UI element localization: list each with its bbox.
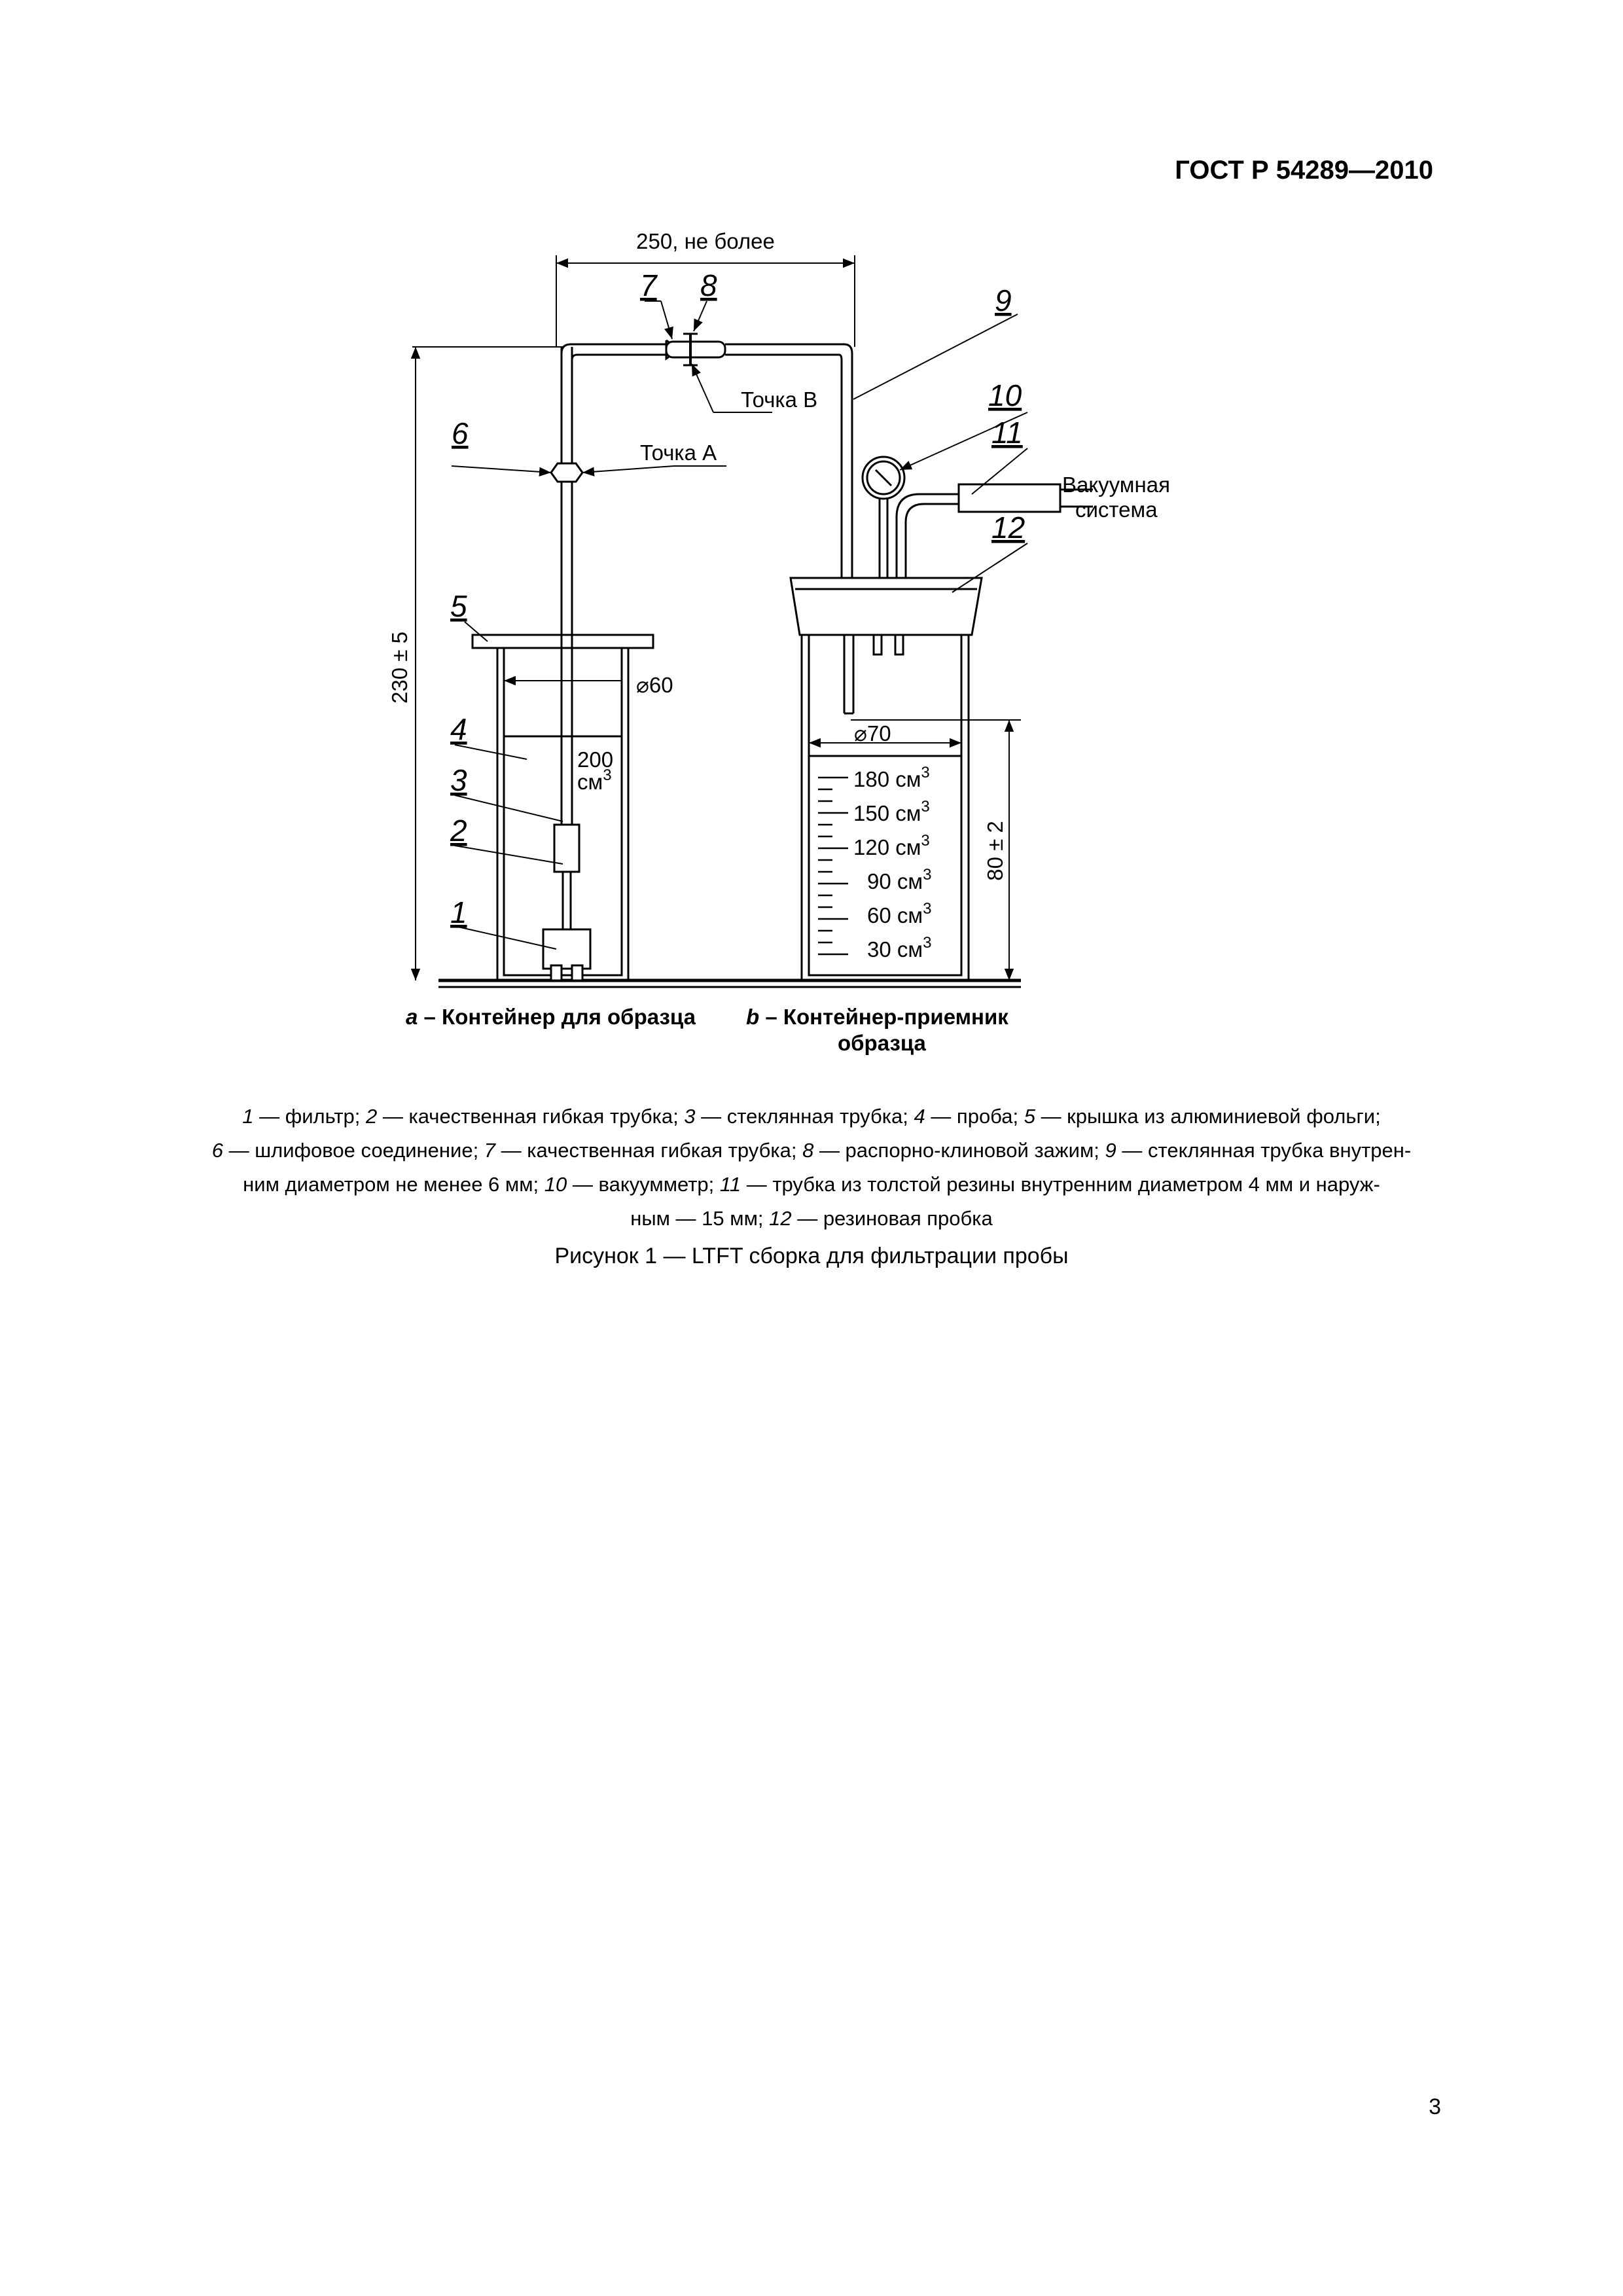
mark-60: 60 $см^3$ [867,900,932,927]
diameter-left: ⌀60 [636,673,673,697]
figure-legend [124,1100,1499,1236]
callout-8: 8 [700,268,717,302]
vacuum-label-2: система [1075,497,1158,522]
legend-line-2: 6 — шлифовое соединение; 7 — качественная гибкая трубка; 8 — распорно-клиновой зажим; 9 — стеклянная трубка внутрен- [211,1139,1412,1162]
mark-90: 90 $см^3$ [867,866,932,893]
legend-line-3: ним диаметром не менее 6 мм; 10 — вакуумметр; 11 — трубка из толстой резины внутренним диаметром 4 мм и наруж- [243,1173,1380,1196]
callout-4: 4 [450,712,467,746]
apparatus-drawing [366,216,1257,1080]
mark-120: 120 $см^3$ [853,832,930,859]
subcaption-b-line2: образца [838,1031,926,1055]
mark-30: 30 $см^3$ [867,934,932,961]
callout-2: 2 [450,814,467,848]
figure-caption: Рисунок 1 — LTFT сборка для фильтрации пробы [554,1244,1069,1268]
volume-left-unit: $см^3$ [577,766,612,794]
point-a-label: Точка А [640,440,717,465]
callout-12: 12 [991,511,1026,545]
dimension-height-left: 230 ± 5 [387,632,412,704]
legend-line-4: ным — 15 мм; 12 — резиновая пробка [630,1207,993,1230]
subcaption-b-line1: b – Контейнер-приемник [746,1005,1008,1029]
dimension-height-right: 80 ± 2 [983,821,1007,881]
callout-11: 11 [991,416,1023,450]
callout-7: 7 [640,268,657,302]
vacuum-label-1: Вакуумная [1062,473,1170,497]
apparatus-figure [366,216,1257,1080]
callout-9: 9 [995,283,1012,317]
standard-number: ГОСТ Р 54289—2010 [1175,156,1433,185]
callout-3: 3 [450,763,467,797]
callout-6: 6 [452,416,469,450]
dimension-width: 250, не более [636,229,775,253]
legend-line-1: 1 — фильтр; 2 — качественная гибкая трубка; 3 — стеклянная трубка; 4 — проба; 5 — крышка из алюминиевой фольги; [242,1105,1381,1128]
subcaption-a: a – Контейнер для образца [406,1005,696,1029]
callout-5: 5 [450,589,467,623]
volume-left-value: 200 [577,747,614,772]
mark-180: 180 $см^3$ [853,764,930,791]
mark-150: 150 $см^3$ [853,798,930,825]
page-number: 3 [1429,2094,1441,2119]
point-b-label: Точка В [741,387,818,412]
diameter-right: ⌀70 [854,721,891,745]
callout-1: 1 [450,895,467,929]
callout-10: 10 [988,378,1022,412]
